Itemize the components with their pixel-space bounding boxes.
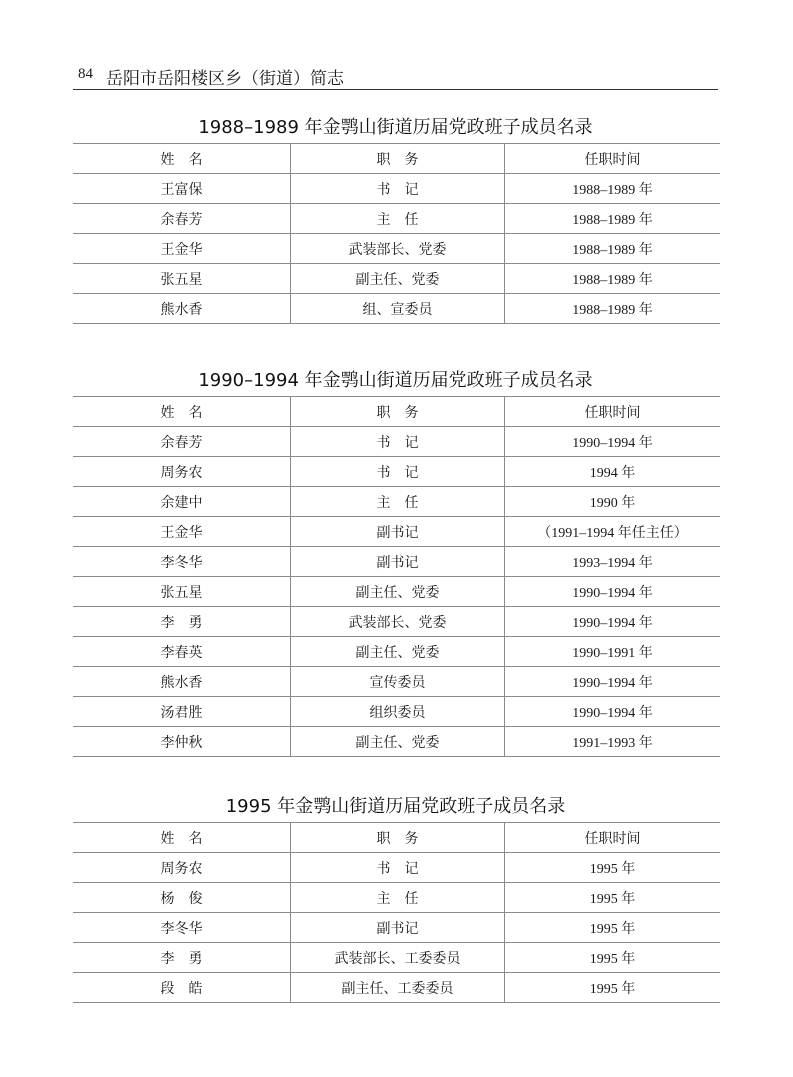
table-row	[73, 457, 720, 487]
table-header-row	[73, 823, 720, 853]
table-row	[73, 547, 720, 577]
cell-term: 1988–1989 年	[505, 294, 721, 324]
section-title: 1995 年金鹗山街道历届党政班子成员名录	[225, 796, 566, 817]
cell-term: 1993–1994 年	[505, 547, 721, 577]
cell-position: 副主任、党委	[291, 577, 505, 607]
cell-position: 副主任、工委委员	[291, 973, 505, 1003]
cell-name: 段 皓	[73, 973, 291, 1003]
table-row	[73, 637, 720, 667]
table-row	[73, 853, 720, 883]
cell-term: 1988–1989 年	[505, 264, 721, 294]
table-row	[73, 883, 720, 913]
cell-term: 1995 年	[505, 973, 721, 1003]
cell-name: 王富保	[73, 174, 291, 204]
cell-name: 熊水香	[73, 667, 291, 697]
cell-name: 杨 俊	[73, 883, 291, 913]
table-header-row	[73, 397, 720, 427]
page-header	[78, 62, 718, 88]
cell-position: 武装部长、工委委员	[291, 943, 505, 973]
cell-term: 1990–1994 年	[505, 607, 721, 637]
cell-position: 书 记	[291, 174, 505, 204]
table-row	[73, 174, 720, 204]
cell-name: 张五星	[73, 264, 291, 294]
cell-position: 武装部长、党委	[291, 607, 505, 637]
cell-name: 余春芳	[73, 427, 291, 457]
table-row	[73, 727, 720, 757]
cell-term: 1995 年	[505, 913, 721, 943]
cell-name: 汤君胜	[73, 697, 291, 727]
table-row	[73, 697, 720, 727]
table-row	[73, 487, 720, 517]
cell-position: 书 记	[291, 457, 505, 487]
cell-name: 余春芳	[73, 204, 291, 234]
cell-position: 副主任、党委	[291, 637, 505, 667]
cell-name: 王金华	[73, 517, 291, 547]
table-row	[73, 264, 720, 294]
cell-name: 周务农	[73, 457, 291, 487]
section-title: 1988–1989 年金鹗山街道历届党政班子成员名录	[198, 117, 593, 138]
table-row	[73, 667, 720, 697]
cell-term: 1991–1993 年	[505, 727, 721, 757]
cell-name: 李仲秋	[73, 727, 291, 757]
table-row	[73, 973, 720, 1003]
roster-table	[73, 396, 720, 757]
cell-position: 副书记	[291, 547, 505, 577]
table-row	[73, 204, 720, 234]
cell-position: 宣传委员	[291, 667, 505, 697]
cell-term: 1990–1991 年	[505, 637, 721, 667]
cell-term: 1994 年	[505, 457, 721, 487]
page-number: 84	[78, 66, 93, 82]
roster-table	[73, 143, 720, 324]
cell-name: 余建中	[73, 487, 291, 517]
cell-position: 副主任、党委	[291, 727, 505, 757]
column-header-term: 任职时间	[505, 823, 721, 853]
table-row	[73, 913, 720, 943]
section-title: 1990–1994 年金鹗山街道历届党政班子成员名录	[198, 370, 593, 391]
cell-name: 周务农	[73, 853, 291, 883]
cell-name: 李冬华	[73, 547, 291, 577]
cell-name: 李冬华	[73, 913, 291, 943]
cell-term: 1988–1989 年	[505, 234, 721, 264]
cell-name: 李 勇	[73, 943, 291, 973]
column-header-name: 姓 名	[73, 823, 291, 853]
cell-position: 书 记	[291, 853, 505, 883]
cell-name: 张五星	[73, 577, 291, 607]
cell-term: 1995 年	[505, 853, 721, 883]
cell-position: 组、宣委员	[291, 294, 505, 324]
header-rule	[73, 89, 718, 90]
cell-position: 书 记	[291, 427, 505, 457]
table-row	[73, 294, 720, 324]
column-header-name: 姓 名	[73, 397, 291, 427]
table-row	[73, 577, 720, 607]
cell-term: 1990–1994 年	[505, 427, 721, 457]
column-header-position: 职 务	[291, 144, 505, 174]
table-row	[73, 427, 720, 457]
cell-term: 1990–1994 年	[505, 577, 721, 607]
cell-position: 主 任	[291, 487, 505, 517]
cell-position: 主 任	[291, 883, 505, 913]
cell-term: 1988–1989 年	[505, 174, 721, 204]
cell-term: 1990–1994 年	[505, 667, 721, 697]
table-row	[73, 234, 720, 264]
cell-position: 武装部长、党委	[291, 234, 505, 264]
cell-position: 副书记	[291, 517, 505, 547]
cell-position: 副主任、党委	[291, 264, 505, 294]
cell-term: 1995 年	[505, 883, 721, 913]
cell-name: 李春英	[73, 637, 291, 667]
cell-name: 王金华	[73, 234, 291, 264]
table-row	[73, 607, 720, 637]
column-header-term: 任职时间	[505, 397, 721, 427]
cell-position: 副书记	[291, 913, 505, 943]
column-header-name: 姓 名	[73, 144, 291, 174]
table-header-row	[73, 144, 720, 174]
column-header-position: 职 务	[291, 397, 505, 427]
roster-table	[73, 822, 720, 1003]
column-header-term: 任职时间	[505, 144, 721, 174]
cell-name: 熊水香	[73, 294, 291, 324]
table-row	[73, 943, 720, 973]
cell-name: 李 勇	[73, 607, 291, 637]
running-title: 岳阳市岳阳楼区乡（街道）简志	[106, 69, 344, 89]
cell-term: （1991–1994 年任主任）	[505, 517, 721, 547]
cell-term: 1995 年	[505, 943, 721, 973]
cell-position: 组织委员	[291, 697, 505, 727]
cell-term: 1988–1989 年	[505, 204, 721, 234]
column-header-position: 职 务	[291, 823, 505, 853]
cell-term: 1990–1994 年	[505, 697, 721, 727]
cell-term: 1990 年	[505, 487, 721, 517]
cell-position: 主 任	[291, 204, 505, 234]
table-row	[73, 517, 720, 547]
